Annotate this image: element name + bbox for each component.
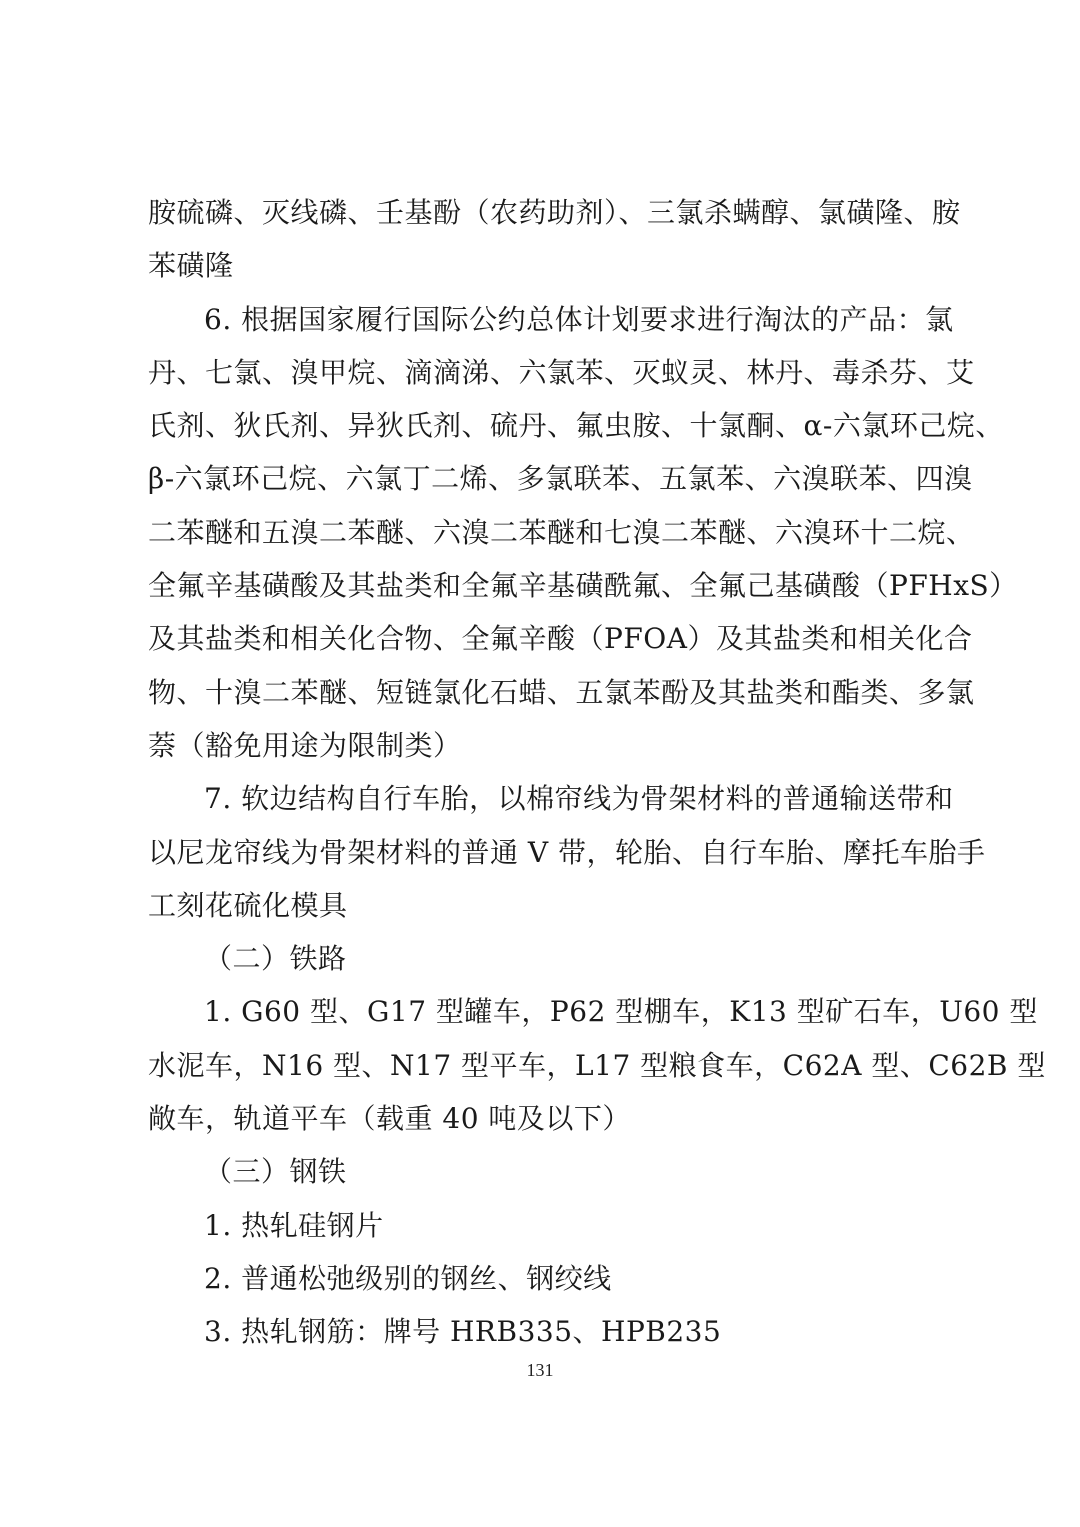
text-line: 氏剂、狄氏剂、异狄氏剂、硫丹、氟虫胺、十氯酮、α-六氯环己烷、 — [148, 409, 1004, 443]
text-line: 丹、七氯、溴甲烷、滴滴涕、六氯苯、灭蚁灵、林丹、毒杀芬、艾 — [148, 355, 975, 389]
text-line: 7. 软边结构自行车胎，以棉帘线为骨架材料的普通输送带和 — [204, 782, 954, 816]
text-line: 及其盐类和相关化合物、全氟辛酸（PFOA）及其盐类和相关化合 — [148, 622, 973, 656]
text-line: 工刻花硫化模具 — [148, 888, 348, 922]
text-line: 物、十溴二苯醚、短链氯化石蜡、五氯苯酚及其盐类和酯类、多氯 — [148, 675, 975, 709]
document-body — [148, 186, 1046, 1359]
page-number: 131 — [526, 1360, 554, 1380]
text-line: 1. G60 型、G17 型罐车，P62 型棚车，K13 型矿石车，U60 型 — [204, 995, 1038, 1029]
section-heading: （三）钢铁 — [204, 1155, 347, 1189]
text-line: 全氟辛基磺酸及其盐类和全氟辛基磺酰氟、全氟己基磺酸（PFHxS） — [148, 569, 1018, 603]
text-line: 6. 根据国家履行国际公约总体计划要求进行淘汰的产品：氯 — [204, 302, 954, 336]
section-heading: （二）铁路 — [204, 942, 347, 976]
list-item: 1. 热轧硅钢片 — [204, 1208, 384, 1242]
text-line: 二苯醚和五溴二苯醚、六溴二苯醚和七溴二苯醚、六溴环十二烷、 — [148, 515, 975, 549]
list-item: 2. 普通松弛级别的钢丝、钢绞线 — [204, 1261, 612, 1295]
list-item: 3. 热轧钢筋：牌号 HRB335、HPB235 — [204, 1315, 722, 1349]
text-line: 以尼龙帘线为骨架材料的普通 V 带，轮胎、自行车胎、摩托车胎手 — [148, 835, 986, 869]
text-line: 萘（豁免用途为限制类） — [148, 728, 462, 762]
text-line: 敞车，轨道平车（载重 40 吨及以下） — [148, 1102, 631, 1136]
text-line: 水泥车，N16 型、N17 型平车，L17 型粮食车，C62A 型、C62B 型 — [148, 1048, 1046, 1082]
text-line: 胺硫磷、灭线磷、壬基酚（农药助剂）、三氯杀螨醇、氯磺隆、胺 — [148, 196, 961, 229]
text-line: 苯磺隆 — [148, 249, 234, 283]
text-line: β-六氯环己烷、六氯丁二烯、多氯联苯、五氯苯、六溴联苯、四溴 — [148, 462, 973, 496]
